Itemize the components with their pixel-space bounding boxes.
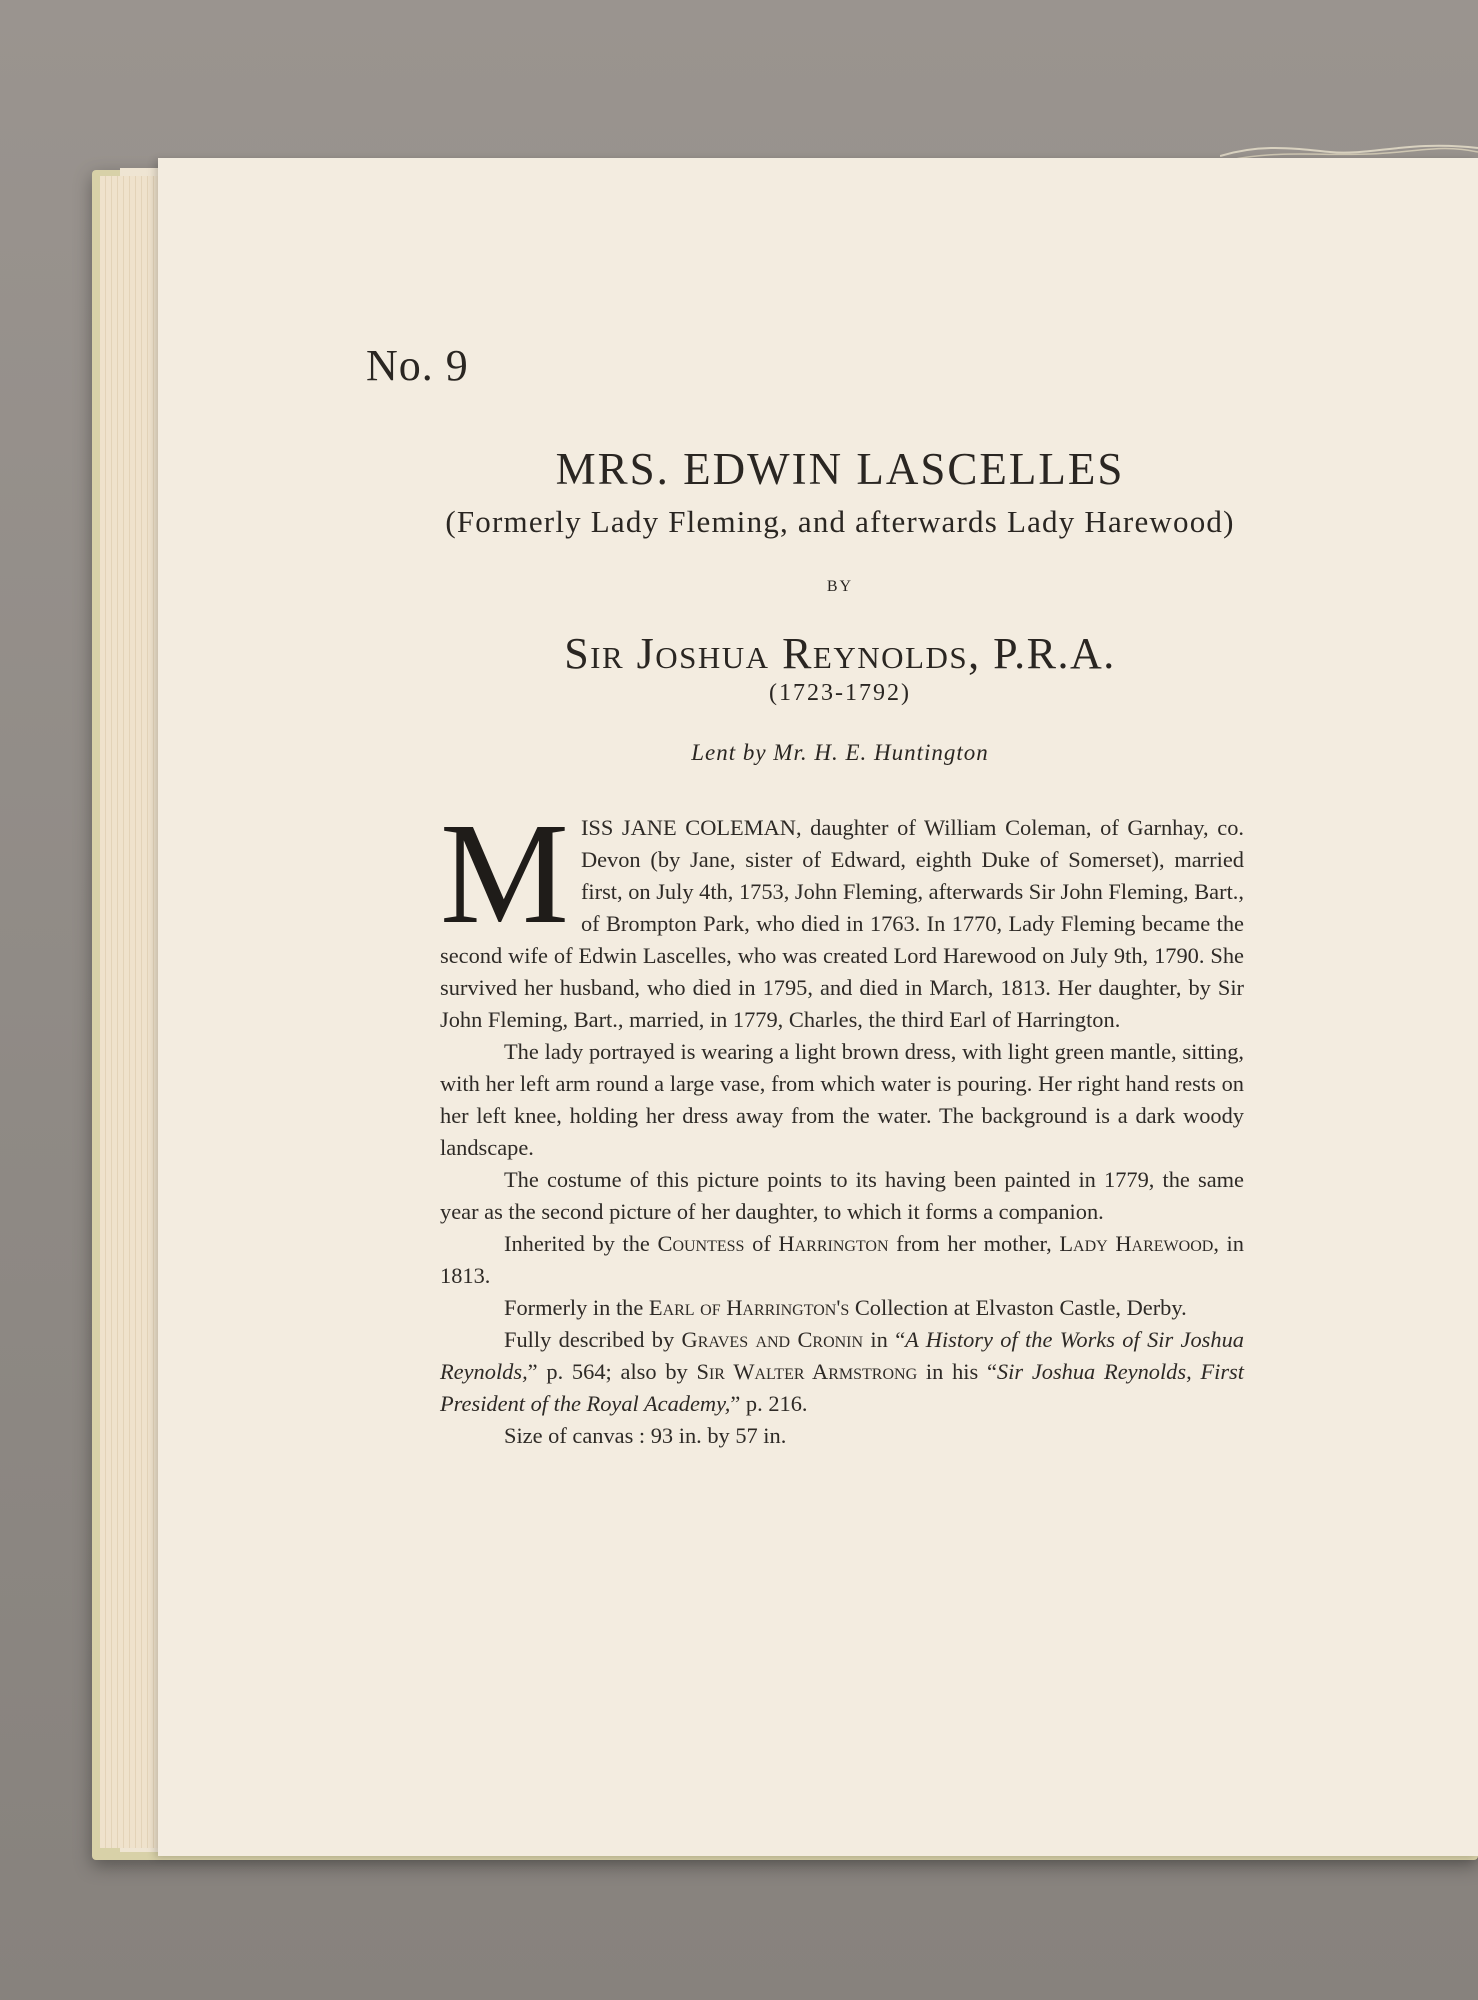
p5-text-a: Formerly in the (504, 1295, 649, 1320)
p6-armstrong: Sir Walter Armstrong (696, 1359, 918, 1384)
p5-text-c: Collection at Elvaston Castle, Derby. (849, 1295, 1187, 1320)
subtitle: (Formerly Lady Fleming, and afterwards Lady Harewood) (445, 504, 1235, 539)
p4-text-e: from her mother, (888, 1231, 1060, 1256)
paragraph-2: The lady portrayed is wearing a light brown dress, with light green mantle, sitting, with her left arm round a large vase, from which water is pouring. Her right hand rests on her left knee, holding her dress away from the water. The background is a dark woody landscape. (440, 1039, 1244, 1160)
paragraph-7: Size of canvas : 93 in. by 57 in. (504, 1423, 787, 1448)
p6-book-2: Sir Joshua Reynolds, First President of the Royal Academy, (440, 1359, 1244, 1416)
catalog-number: No. 9 (366, 341, 469, 390)
artist-name: Sir Joshua Reynolds, P.R.A. (564, 629, 1116, 678)
p6-text-i: ” p. 216. (730, 1391, 808, 1416)
p4-text-g: , in 1813. (440, 1231, 1244, 1288)
p4-harrington: Harrington (778, 1231, 889, 1256)
p4-countess: Countess (657, 1231, 745, 1256)
drop-cap: M (440, 794, 569, 954)
paragraph-3: The costume of this picture points to its having been painted in 1779, the same year as the second picture of her daughter, to which it forms a companion. (440, 1167, 1244, 1224)
artist-dates: (1723-1792) (769, 680, 911, 706)
p4-text-c: of (744, 1231, 779, 1256)
paragraph-5 (440, 1292, 1244, 1324)
p5-earl: Earl of Harrington's (648, 1295, 850, 1320)
lender-line: Lent by Mr. H. E. Huntington (691, 740, 989, 765)
by-label: BY (826, 578, 854, 595)
p6-text-a: Fully described by (504, 1327, 682, 1352)
page-title: MRS. EDWIN LASCELLES (555, 444, 1125, 494)
p4-text-a: Inherited by the (504, 1231, 658, 1256)
paragraph-4 (440, 1228, 1244, 1292)
paragraph-1-text: ISS JANE COLEMAN, daughter of William Coleman, of Garnhay, co. Devon (by Jane, sister of Edward, eighth Duke of Somerset), married first, on July 4th, 1753, John Fleming, afterwards Sir John Fleming, Bart., of Brompton Park, who died in 1763. In 1770, Lady Fleming became the second wife of Edwin Lascelles, who was created Lord Harewood on July 9th, 1790. She survived her husband, who died in 1795, and died in March, 1813. Her daughter, by Sir John Fleming, Bart., married, in 1779, Charles, the third Earl of Harrington. (440, 815, 1244, 1032)
paragraph-6 (440, 1324, 1244, 1420)
description-body (440, 794, 1244, 1452)
p6-graves-cronin: Graves and Cronin (681, 1327, 864, 1352)
p6-book-1: A History of the Works of Sir Joshua Reynolds, (440, 1327, 1244, 1384)
paragraph-1 (440, 794, 1244, 1036)
p6-text-e: ” p. 564; also by (527, 1359, 697, 1384)
p6-text-c: in “ (863, 1327, 906, 1352)
p6-text-g: in his “ (917, 1359, 997, 1384)
p4-lady-harewood: Lady Harewood (1059, 1231, 1214, 1256)
